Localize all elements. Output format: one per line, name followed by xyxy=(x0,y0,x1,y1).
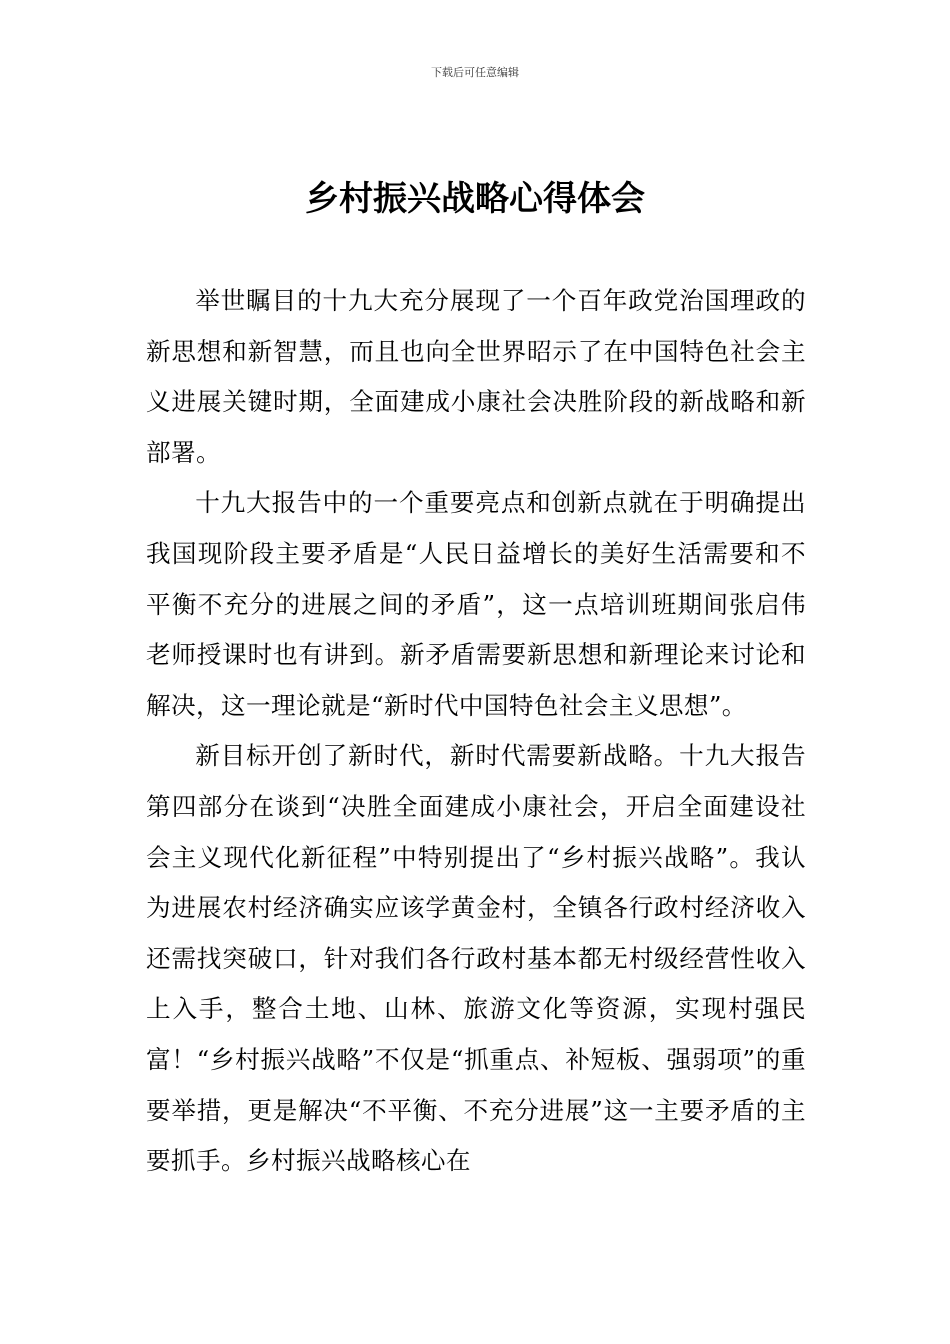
header-note: 下载后可任意编辑 xyxy=(431,66,519,79)
paragraph-1: 举世瞩目的十九大充分展现了一个百年政党治国理政的新思想和新智慧，而且也向全世界昭示了在中国特色社会主义进展关键时期，全面建成小康社会决胜阶段的新战略和新部署。 xyxy=(146,286,806,467)
document-title: 乡村振兴战略心得体会 xyxy=(305,179,645,219)
paragraph-3: 新目标开创了新时代，新时代需要新战略。十九大报告第四部分在谈到“决胜全面建成小康社会，开启全面建设社会主义现代化新征程”中特别提出了“乡村振兴战略”。我认为进展农村经济确实应该学黄金村，全镇各行政村经济收入还需找突破口，针对我们各行政村基本都无村级经营性收入上入手，整合土地、山林、旅游文化等资源，实现村强民富！“乡村振兴战略”不仅是“抓重点、补短板、强弱项”的重要举措，更是解决“不平衡、不充分进展”这一主要矛盾的主要抓手。乡村振兴战略核心在 xyxy=(146,741,806,1176)
paragraph-2: 十九大报告中的一个重要亮点和创新点就在于明确提出我国现阶段主要矛盾是“人民日益增长的美好生活需要和不平衡不充分的进展之间的矛盾”，这一点培训班期间张启伟老师授课时也有讲到。新矛盾需要新思想和新理论来讨论和解决，这一理论就是“新时代中国特色社会主义思想”。 xyxy=(146,488,806,720)
document-body xyxy=(146,276,806,1187)
